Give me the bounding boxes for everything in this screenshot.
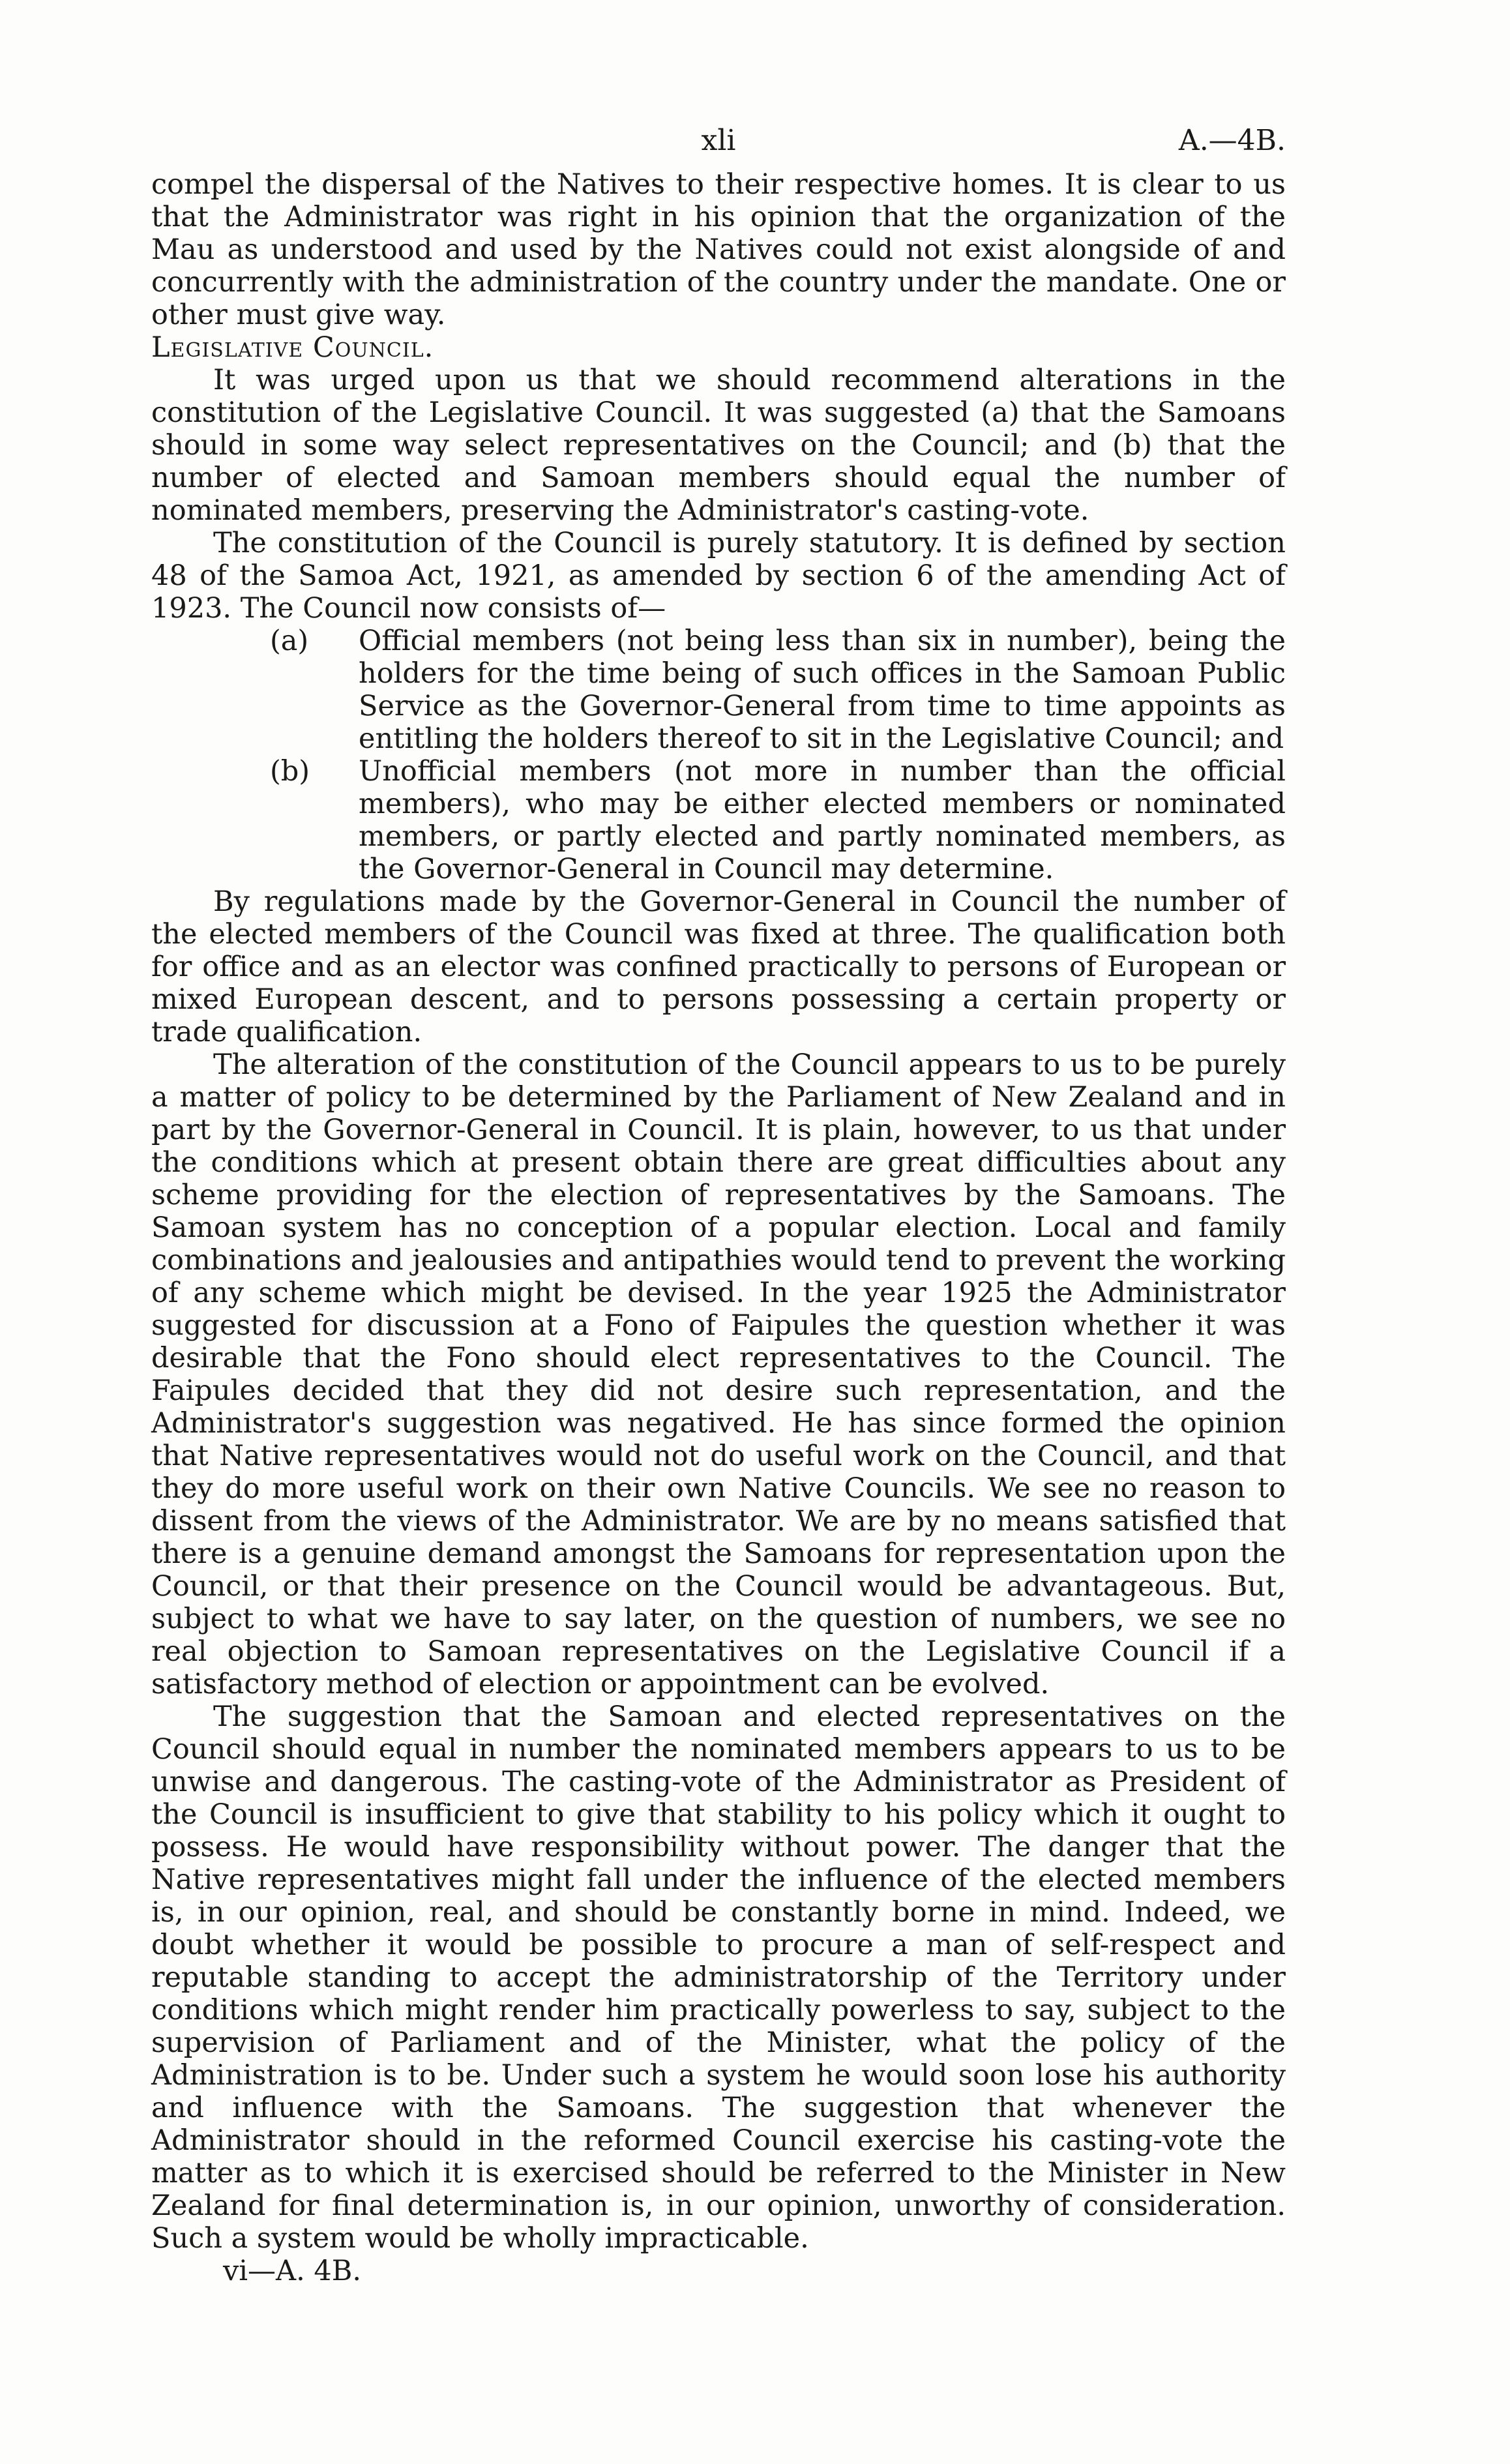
list-label-a: (a) [270, 625, 309, 657]
paragraph-constitution-statutory: The constitution of the Council is purely statutory. It is defined by section 48 of the Samoa Act, 1921, as amended by section 6 of the amending Act of 1923. The Council now consists of— [151, 527, 1286, 625]
list-text-b: Unofficial members (not more in number than the official members), who may be either elected members or nominated members, or partly elected and partly nominated members, as the Governor-General in Council may determine. [359, 755, 1286, 885]
paragraph-suggestion: The suggestion that the Samoan and elected representatives on the Council should equal in number the nominated members appears to us to be unwise and dangerous. The casting-vote of the Administrator as President of the Council is insufficient to give that stability to his policy which it ought to possess. He would have responsibility without power. The danger that the Native representatives might fall under the influence of the elected members is, in our opinion, real, and should be constantly borne in mind. Indeed, we doubt whether it would be possible to procure a man of self-respect and reputable standing to accept the administratorship of the Territory under conditions which might render him practically powerless to say, subject to the supervision of Parliament and of the Minister, what the policy of the Administration is to be. Under such a system he would soon lose his authority and influence with the Samoans. The suggestion that whenever the Administrator should in the reformed Council exercise his casting-vote the matter as to which it is exercised should be referred to the Minister in New Zealand for final determination is, in our opinion, unworthy of consideration. Such a system would be wholly impracticable. [151, 1700, 1286, 2255]
document-reference: A.—4B. [1178, 124, 1286, 157]
list-item-b [151, 755, 1286, 885]
list-text-a: Official members (not being less than six in number), being the holders for the time being of such offices in the Samoan Public Service as the Governor-General from time to time appoints as entitling the holders thereof to sit in the Legislative Council; and [359, 625, 1286, 755]
page-header [151, 124, 1286, 163]
page-number: xli [701, 124, 736, 157]
paragraph-regulations: By regulations made by the Governor-General in Council the number of the elected members of the Council was fixed at three. The qualification both for office and as an elector was confined practically to persons of European or mixed European descent, and to persons possessing a certain property or trade qualification. [151, 885, 1286, 1048]
paragraph-alteration: The alteration of the constitution of the Council appears to us to be purely a matter of policy to be determined by the Parliament of New Zealand and in part by the Governor-General in Council. It is plain, however, to us that under the conditions which at present obtain there are great difficulties about any scheme providing for the election of representatives by the Samoans. The Samoan system has no conception of a popular election. Local and family combinations and jealousies and antipathies would tend to prevent the working of any scheme which might be devised. In the year 1925 the Administrator suggested for discussion at a Fono of Faipules the question whether it was desirable that the Fono should elect representatives to the Council. The Faipules decided that they did not desire such representation, and the Administrator's suggestion was negatived. He has since formed the opinion that Native representatives would not do useful work on the Council, and that they do more useful work on their own Native Councils. We see no reason to dissent from the views of the Administrator. We are by no means satisfied that there is a genuine demand amongst the Samoans for representation upon the Council, or that their presence on the Council would be advantageous. But, subject to what we have to say later, on the question of numbers, we see no real objection to Samoan representatives on the Legislative Council if a satisfactory method of election or appointment can be evolved. [151, 1048, 1286, 1700]
body-text [151, 168, 1286, 2287]
paragraph-legislative-council-urged: It was urged upon us that we should recommend alterations in the constitution of the Legislative Council. It was suggested (a) that the Samoans should in some way select representatives on the Council; and (b) that the number of elected and Samoan members should equal the number of nominated members, preserving the Administrator's casting-vote. [151, 364, 1286, 527]
list-item-a [151, 625, 1286, 755]
section-heading: Legislative Council. [151, 331, 434, 364]
paragraph-continuation: compel the dispersal of the Natives to their respective homes. It is clear to us that the Administrator was right in his opinion that the organization of the Mau as understood and used by the Natives could not exist alongside of and concurrently with the administration of the country under the mandate. One or other must give way. [151, 168, 1286, 331]
list-label-b: (b) [270, 755, 310, 788]
signature-reference: vi—A. 4B. [223, 2255, 362, 2287]
